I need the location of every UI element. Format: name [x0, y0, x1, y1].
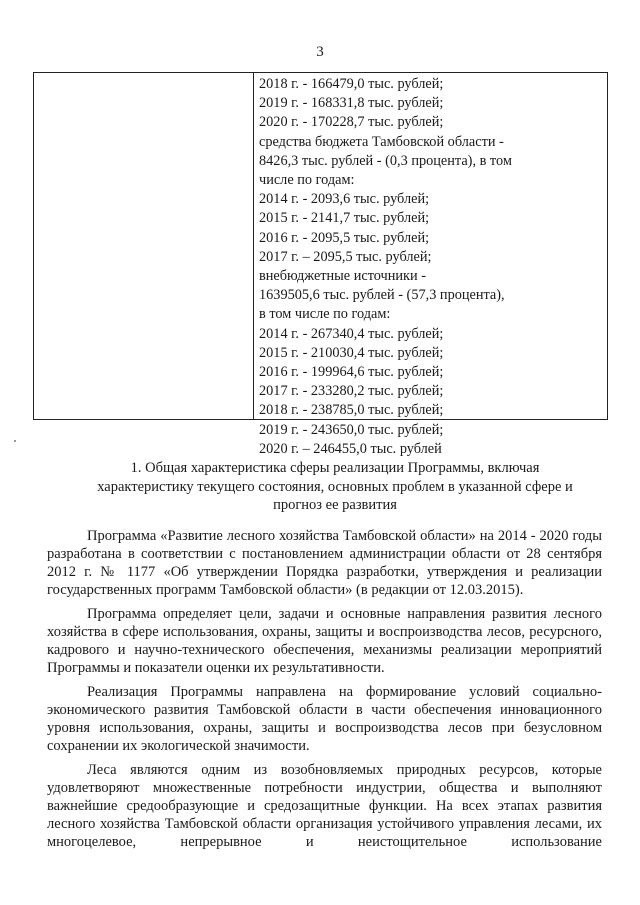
funding-line: 2020 г. - 170228,7 тыс. рублей;	[259, 114, 444, 131]
table-column-divider	[253, 73, 254, 419]
funding-line: 2016 г. - 2095,5 тыс. рублей;	[259, 229, 430, 246]
paragraph: Программа «Развитие лесного хозяйства Тамбовской области» на 2014 - 2020 годы разработана в соответствии с постановлением администрации области от 28 сентября 2012 г. № 1177 «Об утверждении Порядка разработки, утверждения и реализации государственных программ Тамбовской области» (в редакции от 12.03.2015).	[47, 528, 602, 598]
body-text	[47, 527, 602, 851]
funding-line: 8426,3 тыс. рублей - (0,3 процента), в том	[259, 152, 512, 169]
page-number: 3	[316, 44, 324, 60]
paragraph: Реализация Программы направлена на формирование условий социально-экономического развития Тамбовской области в части обеспечения инновационного уровня использования, охраны, защиты и воспроизводства лесов при безусловном сохранении их экологической значимости.	[47, 684, 602, 754]
funding-table	[33, 72, 608, 457]
funding-line: 1639505,6 тыс. рублей - (57,3 процента),	[259, 287, 505, 304]
funding-line: числе по годам:	[259, 172, 355, 189]
funding-line: внебюджетные источники -	[259, 268, 426, 285]
funding-line: 2014 г. - 2093,6 тыс. рублей;	[259, 191, 430, 208]
funding-line: 2015 г. - 2141,7 тыс. рублей;	[259, 210, 430, 227]
paragraph: Программа определяет цели, задачи и основные направления развития лесного хозяйства в сфере использования, охраны, защиты и воспроизводства лесов, ресурсного, кадрового и научно-технического обеспечения, механизмы реализации мероприятий Программы и показатели оценки их результативности.	[47, 606, 602, 676]
funding-line: средства бюджета Тамбовской области -	[259, 133, 504, 150]
funding-line: 2015 г. - 210030,4 тыс. рублей;	[259, 344, 444, 361]
funding-line: 2019 г. - 168331,8 тыс. рублей;	[259, 95, 444, 112]
scan-artifact	[14, 440, 16, 442]
section-title: 1. Общая характеристика сферы реализации Программы, включая характеристику текущего состояния, основных проблем в указанной сфере и прогноз ее развития	[97, 460, 573, 513]
funding-line: 2016 г. - 199964,6 тыс. рублей;	[259, 364, 444, 381]
funding-line: 2018 г. - 238785,0 тыс. рублей;	[259, 402, 444, 419]
funding-line: 2014 г. - 267340,4 тыс. рублей;	[259, 325, 444, 342]
funding-line: 2020 г. – 246455,0 тыс. рублей	[259, 440, 442, 457]
funding-line: в том числе по годам:	[259, 306, 391, 323]
funding-line: 2017 г. - 233280,2 тыс. рублей;	[259, 383, 444, 400]
funding-line: 2019 г. - 243650,0 тыс. рублей;	[259, 421, 444, 438]
paragraph: Леса являются одним из возобновляемых природных ресурсов, которые удовлетворяют множественные потребности индустрии, общества и выполняют важнейшие средообразующие и средозащитные функции. На всех этапах развития лесного хозяйства Тамбовской области организация устойчивого управления лесами, их многоцелевое, непрерывное и неистощительное использование	[47, 762, 602, 850]
funding-line: 2018 г. - 166479,0 тыс. рублей;	[259, 76, 444, 92]
funding-line: 2017 г. – 2095,5 тыс. рублей;	[259, 248, 432, 265]
funding-cell	[259, 75, 604, 459]
